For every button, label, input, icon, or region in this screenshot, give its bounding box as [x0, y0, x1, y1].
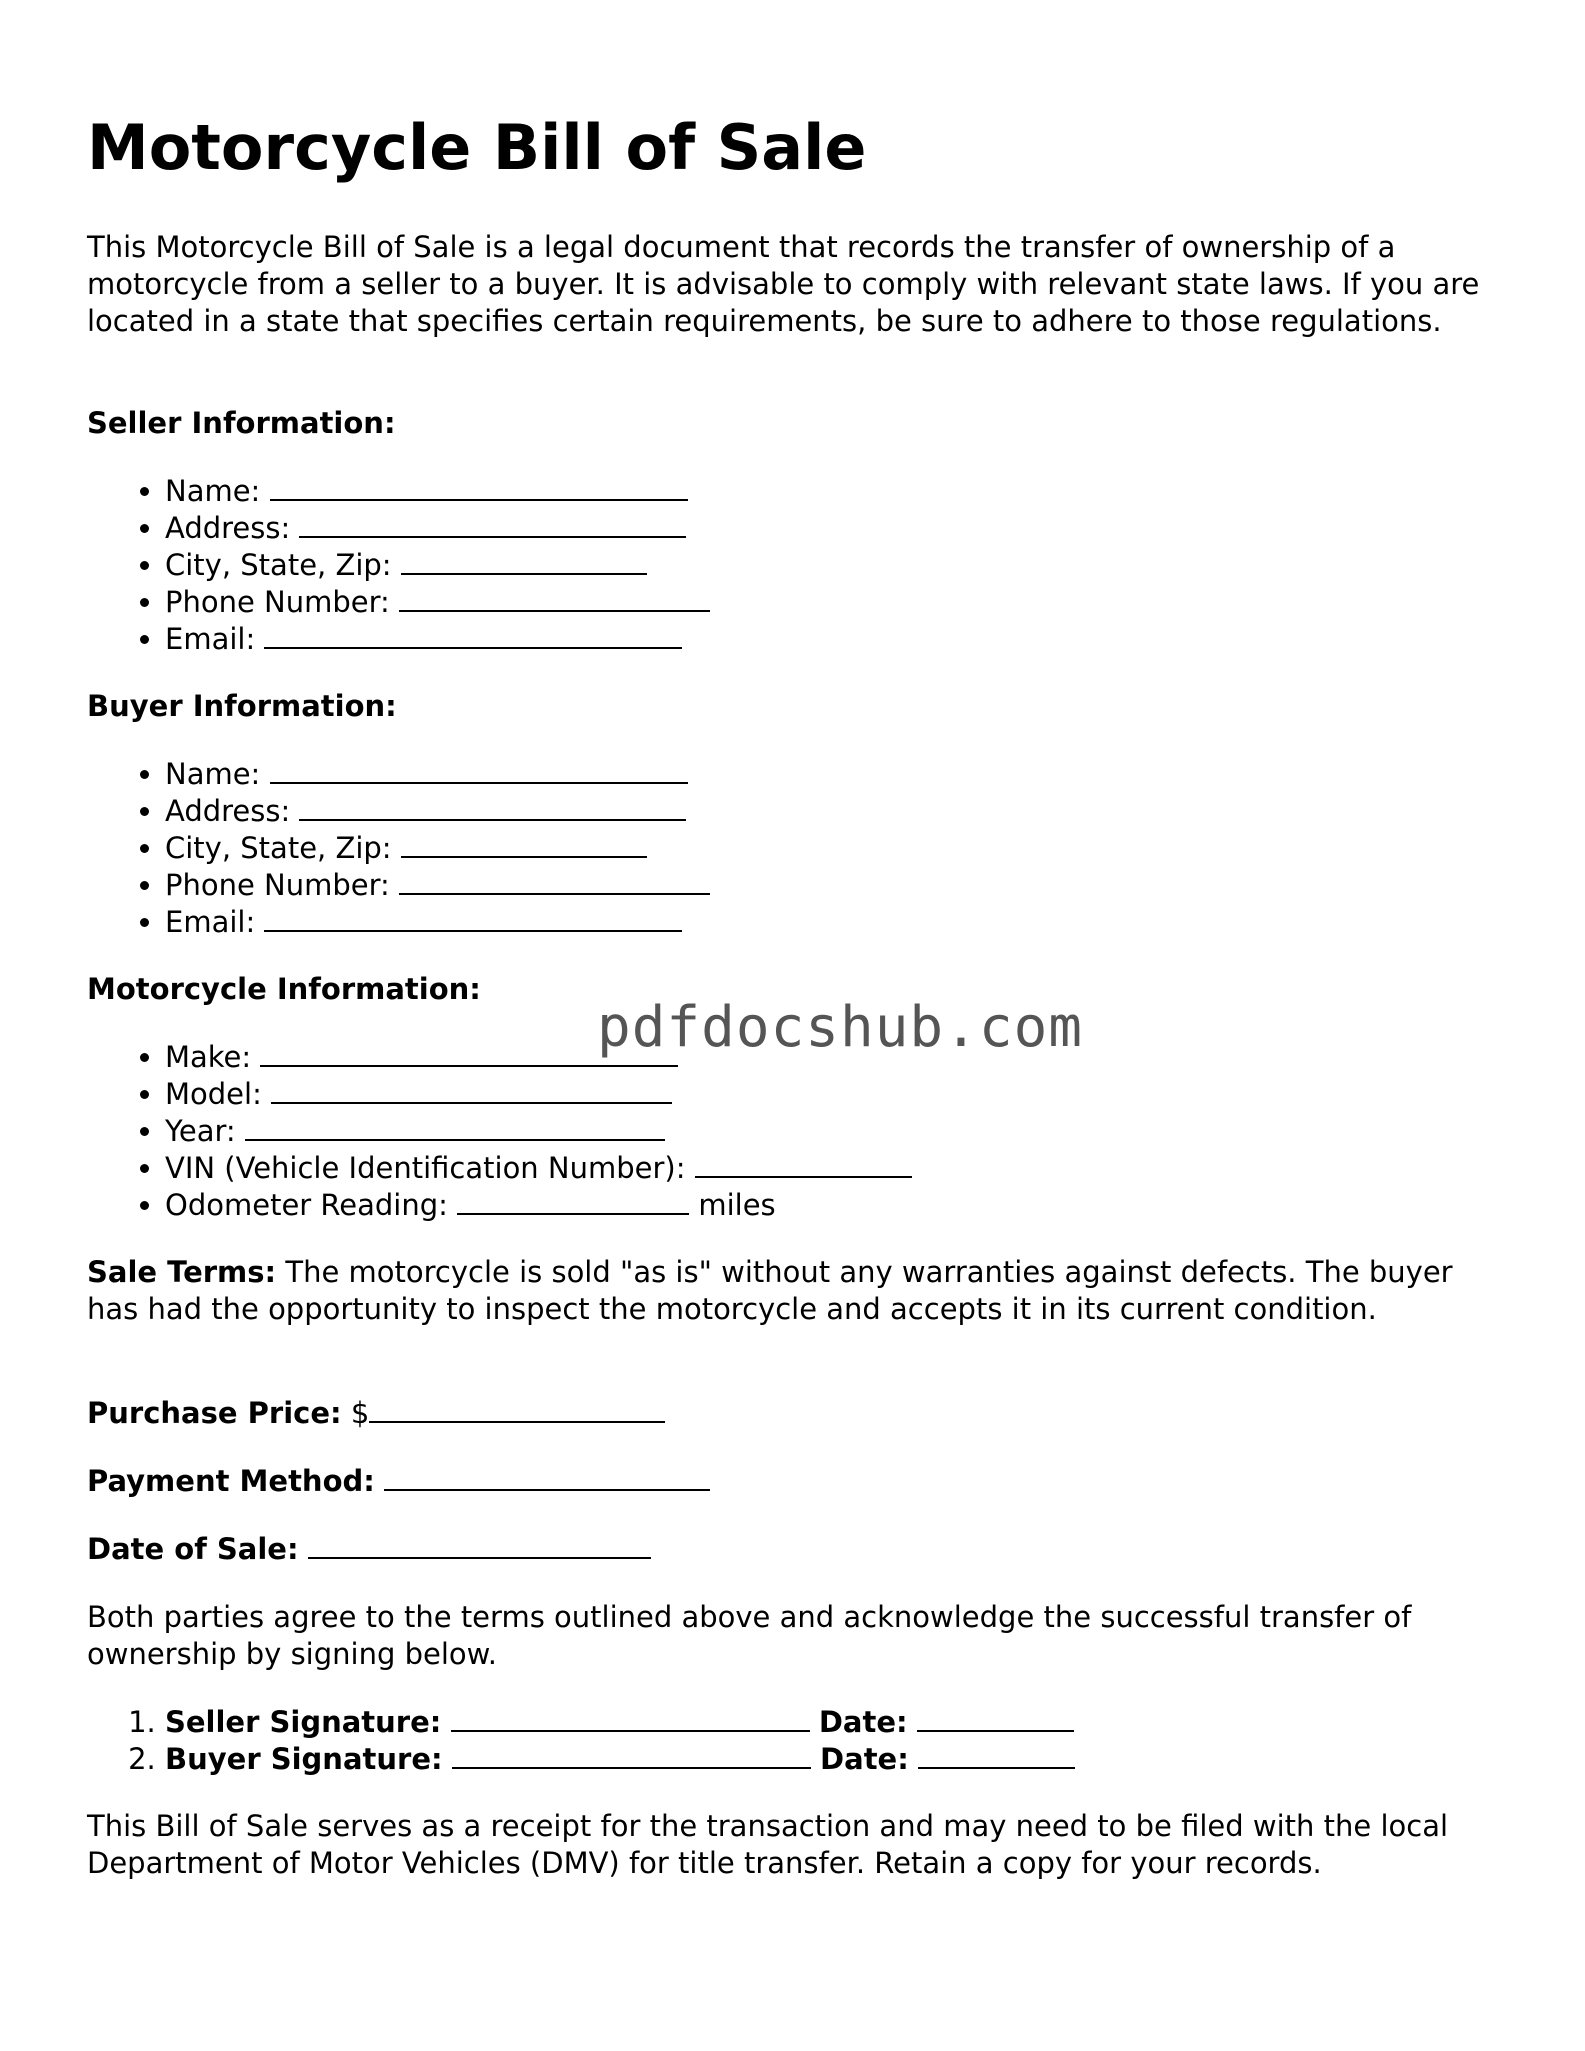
seller-phone-blank[interactable] [399, 584, 710, 612]
buyer-heading: Buyer Information: [87, 689, 397, 723]
seller-city-field: • City, State, Zip: [165, 547, 710, 584]
agreement-paragraph: Both parties agree to the terms outlined above and acknowledge the successful transfer of ownership by signing below. [87, 1600, 1412, 1671]
seller-signature-blank[interactable] [451, 1704, 810, 1732]
motorcycle-make-field: • Make: [165, 1039, 912, 1076]
seller-email-blank[interactable] [264, 621, 682, 649]
seller-address-field: • Address: [165, 510, 710, 547]
closing-paragraph: This Bill of Sale serves as a receipt for the transaction and may need to be filed with the local Department of Motor Vehicles (DMV) for title transfer. Retain a copy for your records. [87, 1809, 1449, 1880]
buyer-phone-blank[interactable] [399, 867, 710, 895]
sale-terms-text: The motorcycle is sold "as is" without any warranties against defects. The buyer has had the opportunity to inspect the motorcycle and accepts it in its current condition. [87, 1255, 1453, 1326]
date-of-sale-blank[interactable] [308, 1531, 651, 1559]
intro-paragraph: This Motorcycle Bill of Sale is a legal document that records the transfer of ownership of a motorcycle from a seller to a buyer. It is advisable to comply with relevant state laws. If you are located in a state that specifies certain requirements, be sure to adhere to those regulations. [87, 230, 1480, 338]
seller-heading: Seller Information: [87, 406, 396, 440]
payment-method-blank[interactable] [384, 1463, 710, 1491]
seller-signature-line: 1. Seller Signature: Date: [165, 1704, 1075, 1741]
buyer-fields [87, 756, 710, 941]
seller-fields [87, 473, 710, 658]
sale-terms-paragraph [87, 1254, 1507, 1328]
motorcycle-fields [87, 1039, 912, 1224]
buyer-city-blank[interactable] [401, 830, 647, 858]
motorcycle-year-blank[interactable] [245, 1113, 665, 1141]
seller-phone-field: • Phone Number: [165, 584, 710, 621]
buyer-address-blank[interactable] [299, 793, 686, 821]
payment-method-line: Payment Method: [87, 1463, 710, 1500]
seller-name-field: • Name: [165, 473, 710, 510]
sale-terms-label: Sale Terms: [87, 1255, 277, 1289]
motorcycle-vin-blank[interactable] [695, 1150, 912, 1178]
motorcycle-vin-field: • VIN (Vehicle Identification Number): [165, 1150, 912, 1187]
buyer-address-field: • Address: [165, 793, 710, 830]
date-of-sale-line: Date of Sale: [87, 1531, 651, 1568]
seller-date-blank[interactable] [917, 1704, 1074, 1732]
motorcycle-odometer-field: • Odometer Reading: miles [165, 1187, 912, 1224]
seller-city-blank[interactable] [401, 547, 647, 575]
buyer-email-field: • Email: [165, 904, 710, 941]
seller-email-field: • Email: [165, 621, 710, 658]
motorcycle-model-blank[interactable] [271, 1076, 672, 1104]
motorcycle-odometer-blank[interactable] [457, 1187, 689, 1215]
buyer-signature-blank[interactable] [452, 1741, 811, 1769]
seller-name-blank[interactable] [270, 473, 688, 501]
watermark: pdfdocshub.com [597, 995, 1084, 1060]
signature-list [87, 1704, 1075, 1778]
buyer-signature-line: 2. Buyer Signature: Date: [165, 1741, 1075, 1778]
buyer-name-field: • Name: [165, 756, 710, 793]
buyer-email-blank[interactable] [264, 904, 682, 932]
purchase-price-line: Purchase Price: $ [87, 1395, 665, 1432]
motorcycle-year-field: • Year: [165, 1113, 912, 1150]
document-title: Motorcycle Bill of Sale [87, 111, 867, 184]
motorcycle-heading: Motorcycle Information: [87, 972, 481, 1006]
buyer-date-blank[interactable] [918, 1741, 1075, 1769]
buyer-name-blank[interactable] [270, 756, 688, 784]
buyer-phone-field: • Phone Number: [165, 867, 710, 904]
motorcycle-model-field: • Model: [165, 1076, 912, 1113]
seller-address-blank[interactable] [299, 510, 686, 538]
buyer-city-field: • City, State, Zip: [165, 830, 710, 867]
purchase-price-blank[interactable] [369, 1395, 665, 1423]
